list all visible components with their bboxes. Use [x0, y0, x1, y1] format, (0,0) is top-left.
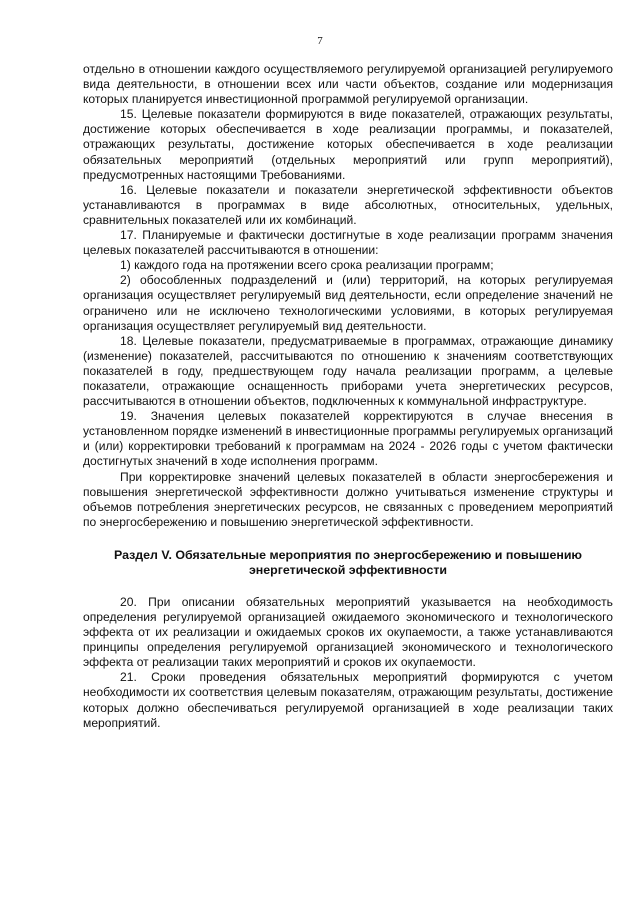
list-item-2: 2) обособленных подразделений и (или) территорий, на которых регулируемая организация осуществляет регулируемый вид деятельности, если определение значений не ограничено или не исключено технологическими условиями, в которых регулируемая организация осуществляет регулируемый вид деятельности. [83, 273, 613, 333]
section-heading-line-2: энергетической эффективности [248, 563, 448, 578]
paragraph-19: 19. Значения целевых показателей корректируются в случае внесения в установленном порядке изменений в инвестиционные программы регулируемых организаций и (или) корректировки требований к программам на 2024 - 2026 годы с учетом фактически достигнутых значений в ходе исполнения программ. [83, 409, 613, 469]
page-number: 7 [317, 35, 323, 47]
section-heading-line-1: Раздел V. Обязательные мероприятия по энергосбережению и повышению [113, 547, 583, 562]
paragraph-16: 16. Целевые показатели и показатели энергетической эффективности объектов устанавливаются в программах в виде абсолютных, относительных, удельных, сравнительных показателей или их комбинаций. [83, 182, 613, 227]
paragraph-18: 18. Целевые показатели, предусматриваемые в программах, отражающие динамику (изменение) показателей, рассчитываются по отношению к значениям соответствующих показателей в году, предшествующем году начала реализации программ, а целевые показатели, отражающие оснащенность приборами учета энергетических ресурсов, рассчитываются в отношении объектов, подключенных к коммунальной инфраструктуре. [83, 333, 613, 409]
paragraph-continuation: отдельно в отношении каждого осуществляемого регулируемой организацией регулируемого вида деятельности, в отношении всех или части объектов, создание или модернизация которых планируется инвестиционной программой регулируемой организации. [83, 62, 613, 107]
paragraph-21: 21. Сроки проведения обязательных мероприятий формируются с учетом необходимости их соответствия целевым показателям, отражающим результаты, достижение которых должно обеспечиваться регулируемой организацией в ходе реализации таких мероприятий. [83, 670, 613, 730]
paragraph-20: 20. При описании обязательных мероприятий указывается на необходимость определения регулируемой организацией ожидаемого экономического и технологического эффекта от их реализации и ожидаемых сроков их окупаемости, а также устанавливаются принципы определения регулируемой организацией экономического и технологического эффекта от реализации таких мероприятий и сроков их окупаемости. [83, 594, 613, 670]
paragraph-19-continued: При корректировке значений целевых показателей в области энергосбережения и повышения энергетической эффективности должно учитываться изменение структуры и объемов потребления энергетических ресурсов, не связанных с проведением мероприятий по энергосбережению и повышению энергетической эффективности. [83, 469, 613, 529]
list-item-1: 1) каждого года на протяжении всего срока реализации программ; [120, 258, 494, 273]
section-heading [83, 548, 613, 579]
paragraph-17: 17. Планируемые и фактически достигнутые в ходе реализации программ значения целевых показателей рассчитываются в отношении: [83, 228, 613, 258]
document-body [83, 62, 613, 731]
paragraph-15: 15. Целевые показатели формируются в виде показателей, отражающих результаты, достижение которых обеспечивается в ходе реализации программы, и показателей, отражающих результаты, достижение которых обеспечивается в ходе реализации обязательных мероприятий (отдельных мероприятий или групп мероприятий), предусмотренных настоящими Требованиями. [83, 107, 613, 182]
